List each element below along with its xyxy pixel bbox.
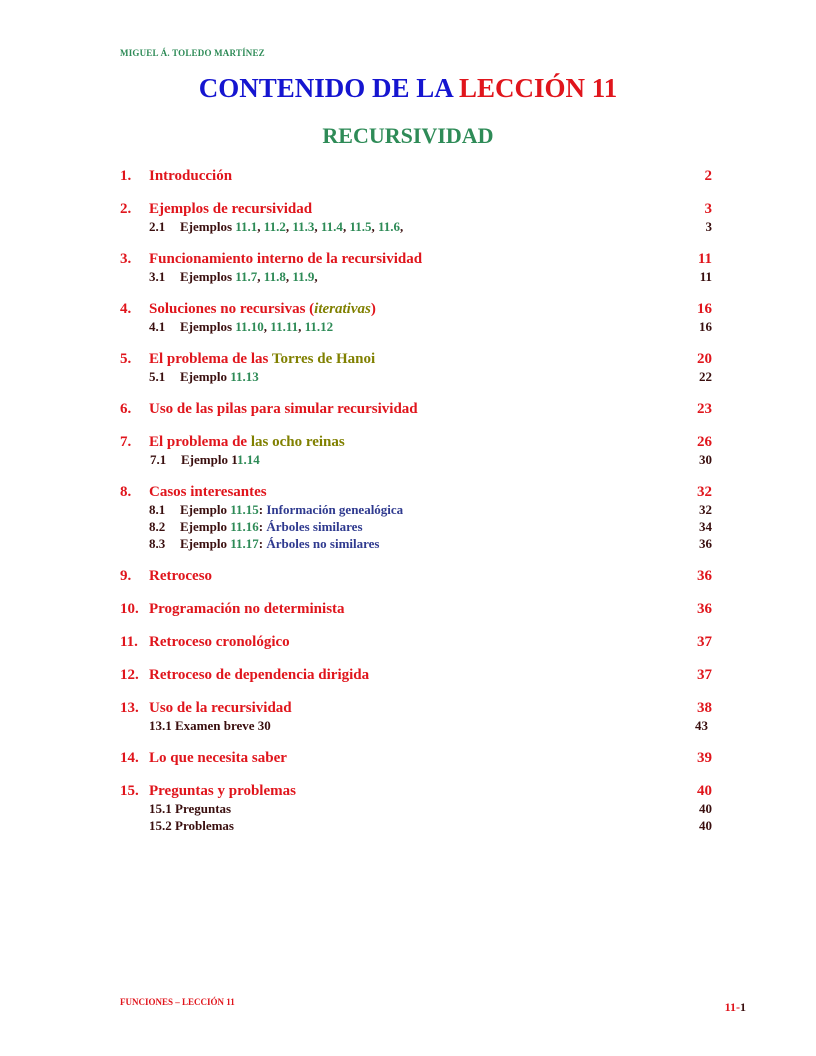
example-ref: 11.4 [320, 219, 343, 234]
toc-page: 3 [705, 219, 712, 234]
toc-label-highlight: Torres de Hanoi [271, 351, 376, 367]
toc-number: 8. [120, 484, 132, 500]
toc-page: 16 [699, 319, 712, 334]
toc-section-15 [120, 783, 720, 835]
toc-section-6 [120, 401, 720, 419]
toc-label: El problema de [149, 434, 251, 450]
toc-label: Preguntas y problemas [149, 783, 296, 799]
example-ref: 11.16 [230, 519, 259, 534]
toc-page: 20 [697, 351, 712, 367]
toc-number: 13. [120, 700, 139, 716]
title-part-1: CONTENIDO DE LA [198, 73, 459, 103]
toc-section-9 [120, 568, 720, 586]
toc-section-1 [120, 168, 720, 186]
toc-label: Casos interesantes [149, 484, 267, 500]
table-of-contents [120, 168, 720, 850]
toc-section-10 [120, 601, 720, 619]
toc-page: 22 [699, 369, 712, 384]
toc-page: 23 [697, 401, 712, 417]
toc-subentry: 8.3 Ejemplo 11.17: Árboles no similares 36 [149, 536, 712, 551]
example-ref: 1.14 [237, 452, 260, 467]
example-ref: 11.9 [292, 269, 315, 284]
toc-entry [120, 351, 720, 369]
toc-subnumber: 8.1 [149, 502, 166, 517]
toc-label: El problema de las [149, 351, 272, 367]
toc-number: 12. [120, 667, 139, 683]
toc-subentry: 8.1 Ejemplo 11.15: Información genealógica 32 [149, 502, 712, 517]
toc-number: 14. [120, 750, 139, 766]
toc-sublabel: Ejemplo [180, 369, 227, 384]
example-ref: 11.13 [230, 369, 259, 384]
toc-number: 9. [120, 568, 132, 584]
toc-sublabel: 15.2 Problemas [149, 818, 234, 833]
example-ref: 11.8 [263, 269, 286, 284]
toc-entry [120, 783, 720, 801]
toc-label-end: ) [370, 301, 376, 317]
toc-section-3 [120, 251, 720, 286]
toc-subentry [120, 818, 720, 835]
toc-page: 40 [699, 818, 712, 833]
example-ref: 11.5 [349, 219, 372, 234]
running-footer: FUNCIONES – LECCIÓN 11 [120, 997, 235, 1007]
toc-section-4 [120, 301, 720, 336]
toc-entry [120, 601, 720, 619]
toc-page: 32 [699, 502, 712, 517]
toc-section-13 [120, 700, 720, 735]
example-ref: 11.6 [377, 219, 401, 234]
toc-page: 40 [697, 783, 712, 799]
toc-page: 36 [699, 536, 712, 551]
example-ref: 11.11 [270, 319, 299, 334]
toc-entry [120, 301, 720, 319]
toc-number: 7. [120, 434, 132, 450]
toc-number: 6. [120, 401, 132, 417]
toc-page: 43 [695, 718, 708, 733]
page-number-page: 1 [740, 1000, 746, 1014]
toc-label: Uso de la recursividad [149, 700, 292, 716]
example-ref: 11.2 [263, 219, 286, 234]
example-ref-prefix: 1 [231, 452, 237, 467]
toc-number: 2. [120, 201, 132, 217]
toc-subnumber: 8.2 [149, 519, 166, 534]
example-ref: 11.7 [235, 269, 258, 284]
running-header: MIGUEL Á. TOLEDO MARTÍNEZ [120, 48, 265, 58]
toc-subentry: 4.1 Ejemplos 11.10, 11.11, 11.12 16 [149, 319, 712, 334]
toc-entry [120, 201, 720, 219]
example-ref: 11.17 [230, 536, 259, 551]
toc-sublabel: Ejemplo [180, 519, 227, 534]
toc-entry [120, 667, 720, 685]
toc-section-8 [120, 484, 720, 553]
toc-page: 30 [699, 452, 712, 467]
toc-page: 26 [697, 434, 712, 450]
toc-subentry: 3.1 Ejemplos 11.7, 11.8, 11.9, 11 [149, 269, 712, 284]
toc-entry [120, 568, 720, 586]
toc-page: 38 [697, 700, 712, 716]
toc-label-italic: iterativas [314, 301, 371, 317]
toc-label-highlight: las ocho reinas [250, 434, 345, 450]
toc-number: 1. [120, 168, 132, 184]
toc-sublabel: Ejemplo [181, 452, 228, 467]
toc-subnumber: 4.1 [149, 319, 166, 334]
toc-entry [120, 750, 720, 768]
example-ref: 11.12 [304, 319, 334, 334]
toc-entry [120, 434, 720, 452]
toc-page: 40 [699, 801, 712, 816]
toc-page: 11 [699, 269, 712, 284]
toc-number: 4. [120, 301, 132, 317]
toc-subentry [120, 801, 720, 818]
toc-subnumber: 2.1 [149, 219, 166, 234]
toc-page: 32 [697, 484, 712, 500]
toc-page: 37 [697, 667, 712, 683]
toc-section-11 [120, 634, 720, 652]
toc-section-7 [120, 434, 720, 469]
toc-entry [120, 484, 720, 502]
toc-entry [120, 251, 720, 269]
toc-section-2 [120, 201, 720, 236]
toc-sublabel: Ejemplo [180, 536, 227, 551]
toc-entry [120, 700, 720, 718]
toc-sublabel: Ejemplo [180, 502, 227, 517]
example-ref: 11.1 [235, 219, 258, 234]
toc-subnumber: 5.1 [149, 369, 166, 384]
toc-label: Ejemplos de recursividad [149, 201, 313, 217]
page-title [0, 73, 816, 104]
page-subtitle: RECURSIVIDAD [322, 123, 494, 148]
page-number-lesson: 11- [724, 1000, 740, 1014]
toc-sublabel: 13.1 Examen breve 30 [149, 718, 271, 733]
example-description: Árboles similares [266, 519, 363, 534]
toc-number: 5. [120, 351, 132, 367]
toc-subentry [120, 718, 720, 735]
toc-page: 2 [704, 168, 712, 184]
toc-number: 11. [120, 634, 138, 650]
toc-section-12 [120, 667, 720, 685]
toc-label: Funcionamiento interno de la recursividad [149, 251, 423, 267]
toc-sublabel: 15.1 Preguntas [149, 801, 232, 816]
toc-number: 10. [120, 601, 139, 617]
toc-page: 36 [697, 568, 712, 584]
toc-label: Retroceso cronológico [149, 634, 290, 650]
toc-label: Lo que necesita saber [149, 750, 287, 766]
toc-entry [120, 401, 720, 419]
toc-section-14 [120, 750, 720, 768]
toc-number: 15. [120, 783, 139, 799]
toc-subentry: 2.1 Ejemplos 11.1, 11.2, 11.3, 11.4, 11.5, 11.6, 3 [149, 219, 712, 234]
toc-page: 16 [697, 301, 712, 317]
example-description: Árboles no similares [266, 536, 380, 551]
toc-sublabel: Ejemplos [180, 269, 232, 284]
toc-subnumber: 8.3 [149, 536, 166, 551]
title-part-2: LECCIÓN 11 [459, 73, 618, 103]
example-ref: 11.10 [235, 319, 264, 334]
example-ref: 11.15 [230, 502, 259, 517]
toc-page: 37 [697, 634, 712, 650]
toc-subnumber: 7.1 [150, 452, 167, 467]
toc-label: Retroceso [149, 568, 213, 584]
toc-section-5 [120, 351, 720, 386]
toc-entry [120, 634, 720, 652]
toc-sublabel: Ejemplos [180, 219, 232, 234]
toc-subentry [120, 369, 720, 386]
toc-number: 3. [120, 251, 132, 267]
toc-page: 39 [697, 750, 712, 766]
toc-subentry: 8.2 Ejemplo 11.16: Árboles similares 34 [149, 519, 712, 534]
page-number [725, 1000, 746, 1015]
toc-page: 36 [697, 601, 712, 617]
toc-label: Soluciones no recursivas ( [149, 301, 315, 317]
toc-page: 11 [697, 251, 712, 267]
toc-entry [120, 168, 720, 186]
toc-page: 3 [704, 201, 712, 217]
toc-page: 34 [699, 519, 712, 534]
toc-label: Programación no determinista [149, 601, 345, 617]
toc-sublabel: Ejemplos [180, 319, 232, 334]
toc-subentry [120, 452, 720, 469]
toc-label: Introducción [149, 168, 233, 184]
toc-label: Retroceso de dependencia dirigida [149, 667, 370, 683]
toc-subnumber: 3.1 [149, 269, 166, 284]
example-description: Información genealógica [266, 502, 404, 517]
example-ref: 11.3 [292, 219, 315, 234]
toc-label: Uso de las pilas para simular recursividad [149, 401, 418, 417]
